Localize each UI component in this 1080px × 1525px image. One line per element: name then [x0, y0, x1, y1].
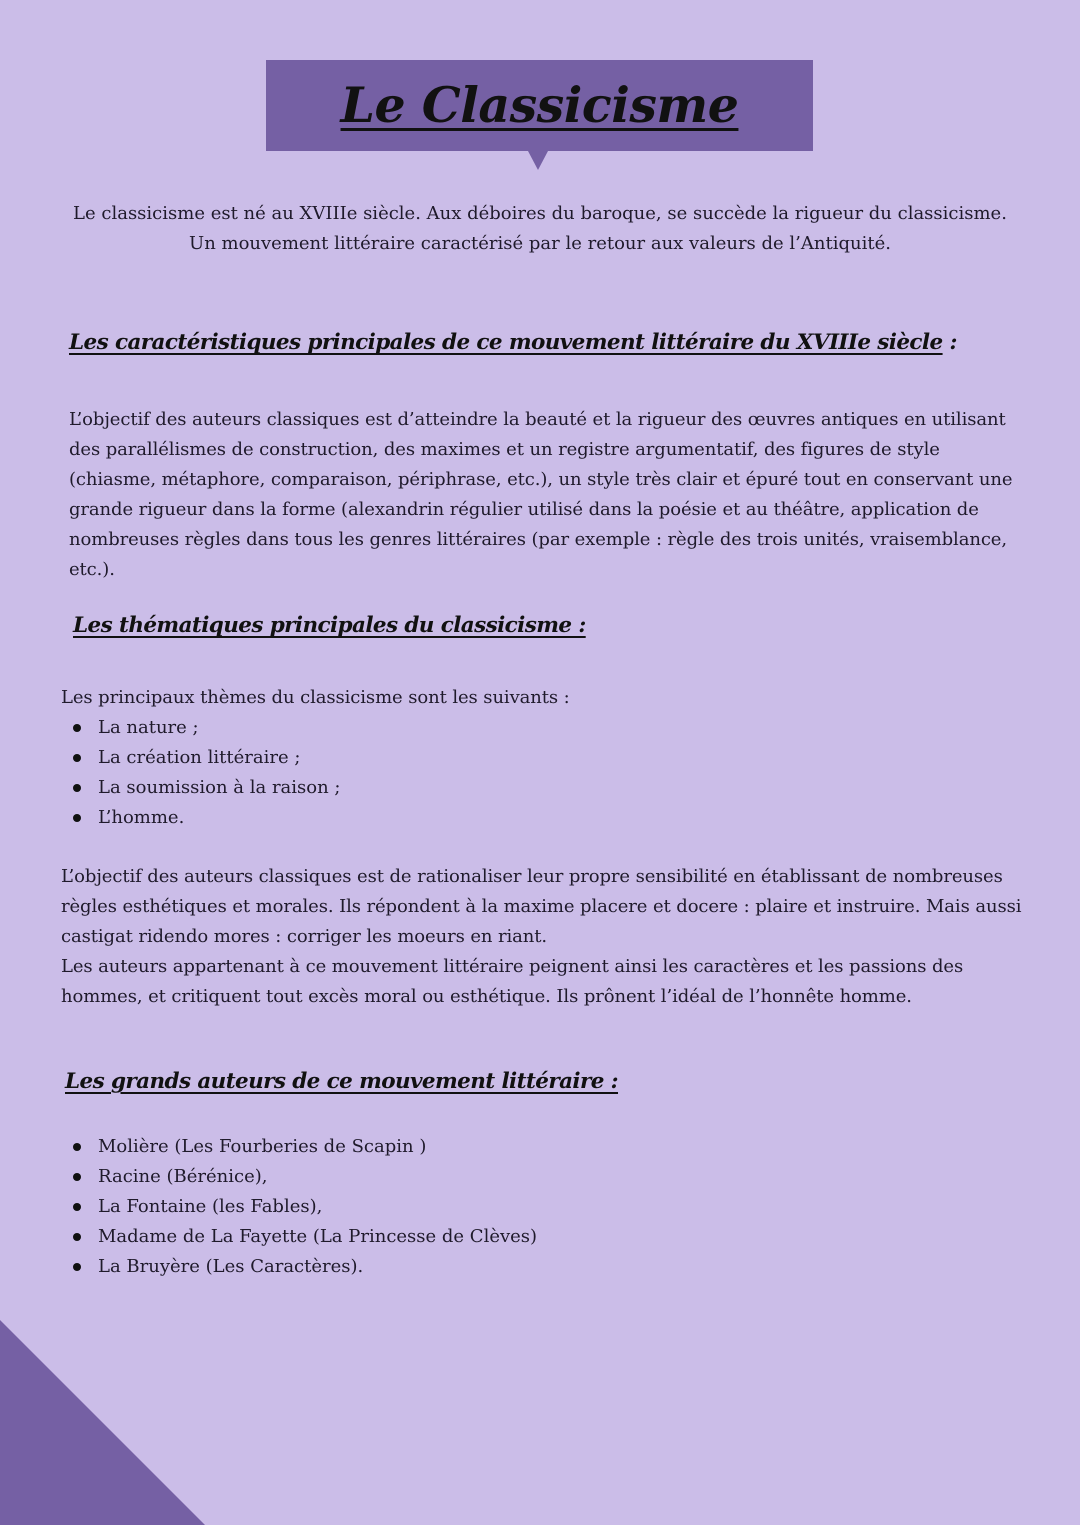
bullet-icon	[73, 1173, 81, 1181]
intro-paragraph: Le classicisme est né au XVIIIe siècle. Aux déboires du baroque, se succède la rigueur du classicisme. Un mouvement littéraire caractérisé par le retour aux valeurs de l’Antiquité.	[73, 203, 1007, 254]
list-item: L’homme.	[61, 803, 341, 833]
characteristics-paragraph: L’objectif des auteurs classiques est d’atteindre la beauté et la rigueur des œuvres antiques en utilisant des parallélismes de construction, des maximes et un registre argumentatif, des figures de style (chiasme, métaphore, comparaison, périphrase, etc.), un style très clair et épuré tout en conservant une grande rigueur dans la forme (alexandrin régulier utilisé dans la poésie et au théâtre, application de nombreuses règles dans tous les genres littéraires (par exemple : règle des trois unités, vraisemblance, etc.).	[69, 409, 1013, 580]
list-item: La création littéraire ;	[61, 743, 341, 773]
bullet-icon	[73, 784, 81, 792]
section-heading-themes	[73, 613, 586, 638]
list-item: La Bruyère (Les Caractères).	[61, 1252, 537, 1282]
bullet-icon	[73, 1233, 81, 1241]
section-heading-themes-text: Les thématiques principales du classicisme :	[73, 613, 586, 638]
list-item: Madame de La Fayette (La Princesse de Clèves)	[61, 1222, 537, 1252]
bullet-icon	[73, 754, 81, 762]
list-item: La nature ;	[61, 713, 341, 743]
themes-paragraph-rationalize: L’objectif des auteurs classiques est de rationaliser leur propre sensibilité en établissant de nombreuses règles esthétiques et morales. Ils répondent à la maxime placere et docere : plaire et instruire. Mais aussi castigat ridendo mores : corriger les moeurs en riant.	[61, 866, 1022, 947]
section-heading-authors-text: Les grands auteurs de ce mouvement littéraire :	[65, 1069, 619, 1094]
corner-decoration	[0, 1320, 205, 1525]
page-title: Le Classicisme	[340, 76, 739, 134]
authors-list	[61, 1132, 537, 1282]
title-banner-pointer	[528, 151, 548, 170]
bullet-icon	[73, 1263, 81, 1271]
section-heading-characteristics	[69, 330, 957, 355]
section-heading-authors	[65, 1069, 618, 1094]
list-item: La Fontaine (les Fables),	[61, 1192, 537, 1222]
section-heading-colon: :	[942, 330, 957, 355]
bullet-icon	[73, 1203, 81, 1211]
themes-list	[61, 713, 341, 833]
bullet-icon	[73, 1143, 81, 1151]
section-heading-characteristics-text: Les caractéristiques principales de ce mouvement littéraire du XVIIIe siècle	[69, 330, 943, 355]
list-item: Racine (Bérénice),	[61, 1162, 537, 1192]
list-item: La soumission à la raison ;	[61, 773, 341, 803]
bullet-icon	[73, 814, 81, 822]
list-item: Molière (Les Fourberies de Scapin )	[61, 1132, 537, 1162]
themes-lead: Les principaux thèmes du classicisme sont les suivants :	[61, 687, 570, 708]
themes-paragraph-authors: Les auteurs appartenant à ce mouvement littéraire peignent ainsi les caractères et les passions des hommes, et critiquent tout excès moral ou esthétique. Ils prônent l’idéal de l’honnête homme.	[61, 956, 964, 1007]
bullet-icon	[73, 724, 81, 732]
